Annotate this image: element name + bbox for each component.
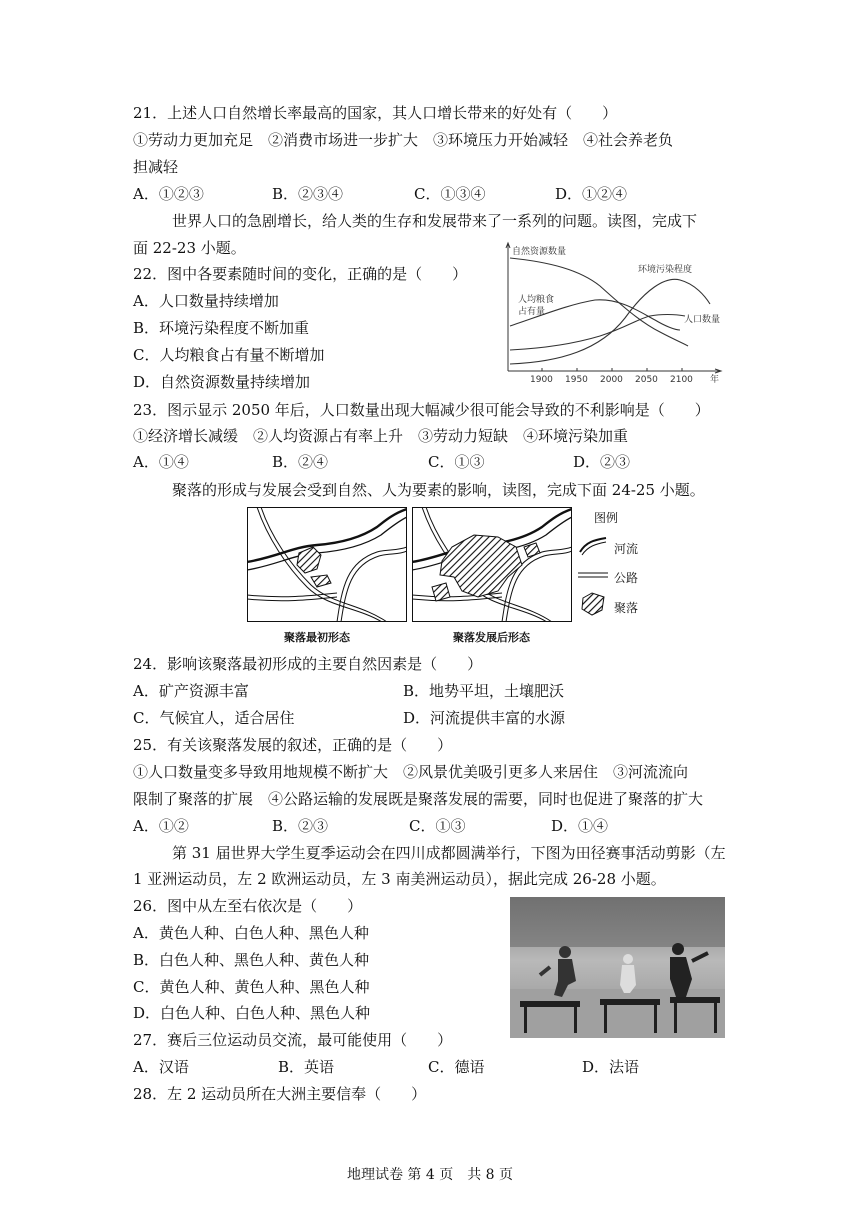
q23-items: ①经济增长减缓 ②人均资源占有率上升 ③劳动力短缺 ④环境污染加重 bbox=[133, 427, 629, 445]
pollution-curve bbox=[510, 279, 710, 364]
intro-26-28-cont: 1 亚洲运动员，左 2 欧洲运动员，左 3 南美洲运动员），据此完成 26-28 小题。 bbox=[133, 870, 666, 888]
q25-items-cont: 限制了聚落的扩展 ④公路运输的发展既是聚落发展的需要，同时也促进了聚落的扩大 bbox=[133, 790, 704, 808]
label-population: 人口数量 bbox=[684, 315, 721, 325]
trend-chart bbox=[500, 240, 732, 388]
q26-stem: 26．图中从左至右依次是（ ） bbox=[133, 897, 363, 915]
q23-option-b: B．②④ bbox=[272, 453, 329, 471]
tick-2000: 2000 bbox=[600, 375, 623, 385]
q23-option-c: C．①③ bbox=[428, 453, 485, 471]
population-curve bbox=[510, 315, 685, 351]
road-legend-icon bbox=[578, 570, 608, 580]
intro-22-23: 世界人口的急剧增长，给人类的生存和发展带来了一系列的问题。读图，完成下 bbox=[172, 212, 698, 230]
legend-river: 河流 bbox=[614, 542, 639, 556]
q26-option-d: D．白色人种、白色人种、黑色人种 bbox=[133, 1004, 371, 1022]
q25-option-b: B．②③ bbox=[272, 817, 329, 835]
q21-option-b: B．②③④ bbox=[272, 185, 344, 203]
legend-settlement: 聚落 bbox=[614, 601, 639, 615]
q25-option-d: D．①④ bbox=[551, 817, 609, 835]
q24-stem: 24．影响该聚落最初形成的主要自然因素是（ ） bbox=[133, 655, 483, 673]
q24-option-a: A．矿产资源丰富 bbox=[133, 682, 249, 700]
map-developed bbox=[412, 507, 572, 622]
legend-road: 公路 bbox=[614, 571, 639, 585]
q25-option-a: A．①② bbox=[133, 817, 189, 835]
q27-stem: 27．赛后三位运动员交流，最可能使用（ ） bbox=[133, 1031, 453, 1049]
page-footer: 地理试卷 第 4 页 共 8 页 bbox=[346, 1167, 514, 1183]
q23-stem: 23．图示显示 2050 年后，人口数量出现大幅减少很可能会导致的不利影响是（ ） bbox=[133, 401, 710, 419]
q22-stem: 22．图中各要素随时间的变化，正确的是（ ） bbox=[133, 265, 468, 283]
map-initial bbox=[247, 507, 407, 622]
tick-1900: 1900 bbox=[530, 375, 553, 385]
intro-26-28: 第 31 届世界大学生夏季运动会在四川成都圆满举行，下图为田径赛事活动剪影（左 bbox=[172, 844, 726, 862]
label-food-2: 占有量 bbox=[518, 307, 546, 317]
q24-option-b: B．地势平坦，土壤肥沃 bbox=[403, 682, 565, 700]
q21-option-d: D．①②④ bbox=[555, 185, 628, 203]
settlement-legend-icon bbox=[580, 592, 606, 616]
intro-22-23-cont: 面 22-23 小题。 bbox=[133, 239, 246, 257]
q27-option-c: C．德语 bbox=[428, 1058, 485, 1076]
caption-developed: 聚落发展后形态 bbox=[453, 631, 530, 644]
athletes-photo bbox=[510, 897, 725, 1038]
q22-option-c: C．人均粮食占有量不断增加 bbox=[133, 346, 325, 364]
tick-2050: 2050 bbox=[635, 375, 658, 385]
tick-2100: 2100 bbox=[670, 375, 693, 385]
label-resources: 自然资源数量 bbox=[512, 247, 567, 257]
x-unit: 年 bbox=[710, 375, 720, 385]
q26-option-a: A．黄色人种、白色人种、黑色人种 bbox=[133, 924, 369, 942]
q21-stem: 21．上述人口自然增长率最高的国家，其人口增长带来的好处有（ ） bbox=[133, 104, 618, 122]
q22-option-b: B．环境污染程度不断加重 bbox=[133, 319, 310, 337]
intro-24-25: 聚落的形成与发展会受到自然、人为要素的影响，读图，完成下面 24-25 小题。 bbox=[172, 481, 705, 499]
q24-option-c: C．气候宜人，适合居住 bbox=[133, 709, 295, 727]
q26-option-c: C．黄色人种、黄色人种、黑色人种 bbox=[133, 978, 370, 996]
q27-option-b: B．英语 bbox=[278, 1058, 335, 1076]
label-food: 人均粮食 bbox=[518, 295, 555, 305]
q25-stem: 25．有关该聚落发展的叙述，正确的是（ ） bbox=[133, 736, 453, 754]
caption-initial: 聚落最初形态 bbox=[284, 631, 350, 644]
tick-1950: 1950 bbox=[565, 375, 588, 385]
river-legend-icon bbox=[578, 534, 608, 556]
q28-stem: 28．左 2 运动员所在大洲主要信奉（ ） bbox=[133, 1085, 427, 1103]
q27-option-a: A．汉语 bbox=[133, 1058, 189, 1076]
q27-option-d: D．法语 bbox=[582, 1058, 640, 1076]
q26-option-b: B．白色人种、黑色人种、黄色人种 bbox=[133, 951, 370, 969]
q21-items-cont: 担减轻 bbox=[133, 158, 179, 176]
q24-option-d: D．河流提供丰富的水源 bbox=[403, 709, 566, 727]
q22-option-a: A．人口数量持续增加 bbox=[133, 292, 279, 310]
legend-title: 图例 bbox=[594, 511, 619, 525]
q25-option-c: C．①③ bbox=[409, 817, 466, 835]
q25-items: ①人口数量变多导致用地规模不断扩大 ②风景优美吸引更多人来居住 ③河流流向 bbox=[133, 763, 689, 781]
q21-option-a: A．①②③ bbox=[133, 185, 204, 203]
q21-items: ①劳动力更加充足 ②消费市场进一步扩大 ③环境压力开始减轻 ④社会养老负 bbox=[133, 131, 674, 149]
label-pollution: 环境污染程度 bbox=[638, 265, 693, 275]
q21-option-c: C．①③④ bbox=[414, 185, 486, 203]
q22-option-d: D．自然资源数量持续增加 bbox=[133, 373, 311, 391]
q23-option-d: D．②③ bbox=[573, 453, 631, 471]
q23-option-a: A．①④ bbox=[133, 453, 189, 471]
